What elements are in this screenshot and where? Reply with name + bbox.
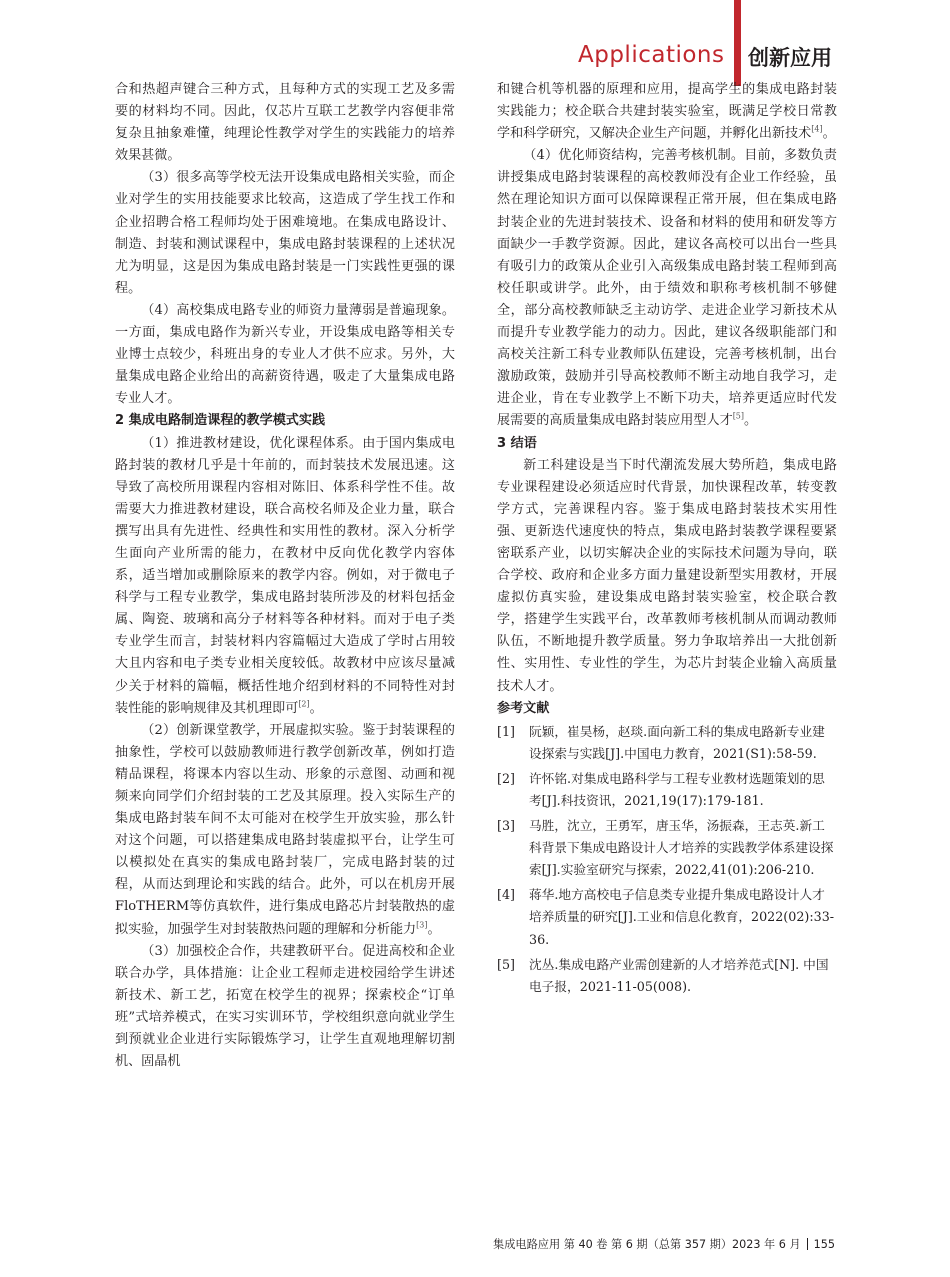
citation: [3] <box>416 920 428 930</box>
header-accent-bar <box>734 0 741 86</box>
reference-item <box>497 721 837 765</box>
reference-number: [1] <box>497 723 515 739</box>
paragraph-end: 。 <box>427 921 441 937</box>
page-number: 155 <box>813 1238 835 1251</box>
section-heading-3: 3 结语 <box>497 435 537 451</box>
paragraph <box>115 720 455 941</box>
paragraph-text: 和键合机等机器的原理和应用，提高学生的集成电路封装实践能力；校企联合共建封装实验室，既满足学校日常教学和科学研究，又解决企业生产问题，并孵化出新技术 <box>497 82 837 142</box>
reference-number: [4] <box>497 887 515 903</box>
header-section-cn: 创新应用 <box>748 46 832 70</box>
right-column <box>497 79 837 1001</box>
journal-info: 集成电路应用 第 40 卷 第 6 期（总第 357 期）2023 年 6 月 <box>493 1238 801 1251</box>
reference-number: [3] <box>497 818 515 834</box>
citation: [2] <box>298 699 310 709</box>
footer-divider <box>807 1238 808 1250</box>
paragraph-end: 。 <box>822 126 836 142</box>
reference-number: [5] <box>497 956 515 972</box>
paragraph <box>115 433 455 720</box>
header-section-en: Applications <box>578 42 725 68</box>
page-footer <box>493 1236 835 1252</box>
reference-text: 阮颖，崔昊杨，赵琰.面向新工科的集成电路新专业建设探索与实践[J].中国电力教育，2021(S1):58-59. <box>529 723 825 761</box>
paragraph <box>497 145 837 432</box>
reference-item <box>497 768 837 812</box>
section-heading-2: 2 集成电路制造课程的教学模式实践 <box>115 413 326 429</box>
reference-text: 蒋华.地方高校电子信息类专业提升集成电路设计人才培养质量的研究[J].工业和信息化教育，2022(02):33-36. <box>529 887 835 947</box>
paragraph-text: （4）优化师资结构，完善考核机制。目前，多数负责讲授集成电路封装课程的高校教师没有企业工作经验，虽然在理论知识方面可以保障课程正常开展，但在集成电路封装企业的先进封装技术、设备和材料的使用和研发等方面缺少一手教学资源。因此，建议各高校可以出台一些具有吸引力的政策从企业引入高级集成电路封装工程师到高校任职或讲学。此外，由于绩效和职称考核机制不够健全，部分高校教师缺乏主动访学、走进企业学习新技术从而提升专业教学能力的动力。因此，建议各级职能部门和高校关注新工科专业教师队伍建设，完善考核机制，出台激励政策，鼓励并引导高校教师不断主动地自我学习，走进企业，肯在专业教学上不断下功夫，培养更适应时代发展需要的高质量集成电路封装应用型人才 <box>497 148 837 429</box>
reference-text: 马胜，沈立，王勇军，唐玉华，汤振森，王志英.新工科背景下集成电路设计人才培养的实践教学体系建设探索[J].实验室研究与探索，2022,41(01):206-210. <box>529 818 834 878</box>
reference-text: 沈丛.集成电路产业需创建新的人才培养范式[N]. 中国电子报，2021-11-05(008). <box>529 956 829 994</box>
reference-item <box>497 815 837 881</box>
paragraph: （3）加强校企合作，共建教研平台。促进高校和企业联合办学，具体措施：让企业工程师走进校园给学生讲述新技术、新工艺，拓宽在校学生的视界；探索校企“订单班”式培养模式，在实习实训环节，学校组织意向就业学生到预就业企业进行实际锻炼学习，让学生直观地理解切割机、固晶机 <box>115 943 455 1070</box>
reference-item <box>497 884 837 950</box>
paragraph-end: 。 <box>309 700 323 716</box>
paragraph: （3）很多高等学校无法开设集成电路相关实验，而企业对学生的实用技能要求比较高，这造成了学生找工作和企业招聘合格工程师均处于困难境地。在集成电路设计、制造、封装和测试课程中，集成电路封装课程的上述状况尤为明显，这是因为集成电路封装是一门实践性更强的课程。 <box>115 170 455 296</box>
paragraph: 合和热超声键合三种方式，且每种方式的实现工艺及多需要的材料均不同。因此，仅芯片互联工艺教学内容便非常复杂且抽象难懂，纯理论性教学对学生的实践能力的培养效果甚微。 <box>115 82 455 164</box>
paragraph: 新工科建设是当下时代潮流发展大势所趋，集成电路专业课程建设必须适应时代背景，加快课程改革，转变教学方式，完善课程内容。鉴于集成电路封装技术实用性强、更新迭代速度快的特点，集成电路封装教学课程要紧密联系产业，以切实解决企业的实际技术问题为导向，联合学校、政府和企业多方面力量建设新型实用教材，开展虚拟仿真实验，建设集成电路封装实验室，校企联合教学，搭建学生实践平台，改革教师考核机制从而调动教师队伍，不断地提升教学质量。努力争取培养出一大批创新性、实用性、专业性的学生，为芯片封装企业输入高质量技术人才。 <box>497 457 837 694</box>
left-column <box>115 79 455 1073</box>
reference-text: 许怀铭.对集成电路科学与工程专业教材选题策划的思考[J].科技资讯，2021,19(17):179-181. <box>529 770 825 808</box>
reference-list <box>497 721 837 998</box>
citation: [5] <box>732 412 745 422</box>
references-heading: 参考文献 <box>497 700 550 716</box>
reference-item <box>497 954 837 998</box>
paragraph-end: 。 <box>744 413 758 429</box>
citation: [4] <box>811 124 823 134</box>
paragraph-text: （1）推进教材建设，优化课程体系。由于国内集成电路封装的教材几乎是十年前的，而封装技术发展迅速。这导致了高校所用课程内容相对陈旧、体系科学性不佳。故需要大力推进教材建设，联合高校名师及企业力量，联合撰写出具有先进性、经典性和实用性的教材。深入分析学生面向产业所需的能力，在教材中反向优化教学内容体系，适当增加或删除原来的教学内容。例如，对于微电子科学与工程专业教学，集成电路封装所涉及的材料包括金属、陶瓷、玻璃和高分子材料等各种材料。而对于电子类专业学生而言，封装材料内容篇幅过大造成了学时占用较大且内容和电子类专业相关度较低。故教材中应该尽量减少关于材料的篇幅，概括性地介绍到材料的不同特性对封装性能的影响规律及其机理即可 <box>115 435 455 716</box>
paragraph-text: （2）创新课堂教学，开展虚拟实验。鉴于封装课程的抽象性，学校可以鼓励教师进行教学创新改革，例如打造精品课程，将课本内容以生动、形象的示意图、动画和视频来向同学们介绍封装的工艺及其原理。投入实际生产的集成电路封装车间不太可能对在校学生开放实验，那么针对这个问题，可以搭建集成电路封装虚拟平台，让学生可以模拟处在真实的集成电路封装厂，完成电路封装的过程，从而达到理论和实践的结合。此外，可以在机房开展FloTHERM等仿真软件，进行集成电路芯片封装散热的虚拟实验，加强学生对封装散热问题的理解和分析能力 <box>115 722 455 937</box>
paragraph <box>497 79 837 145</box>
reference-number: [2] <box>497 770 515 786</box>
paragraph: （4）高校集成电路专业的师资力量薄弱是普遍现象。一方面，集成电路作为新兴专业，开设集成电路等相关专业博士点较少，科班出身的专业人才供不应求。另外，大量集成电路企业给出的高薪资待遇，吸走了大量集成电路专业人才。 <box>115 302 455 407</box>
